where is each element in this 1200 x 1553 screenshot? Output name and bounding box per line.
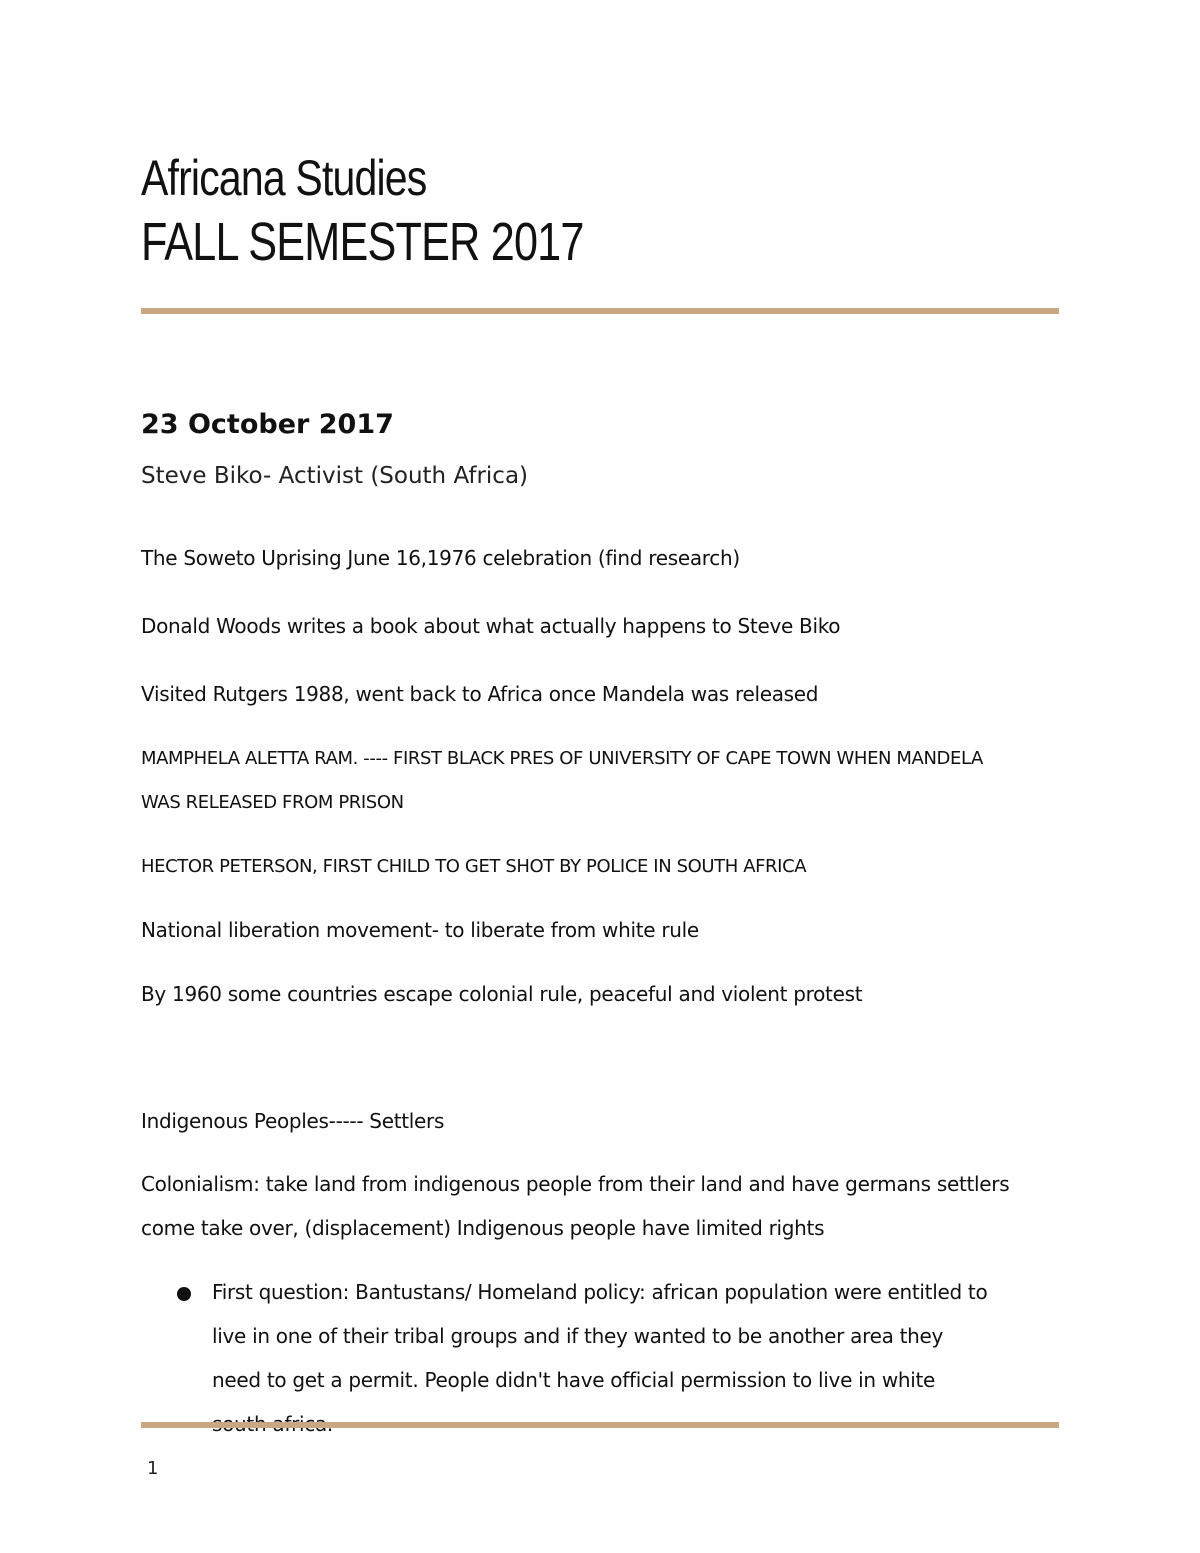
- list-item: [141, 1270, 992, 1446]
- semester-title: FALL SEMESTER 2017: [141, 212, 584, 272]
- paragraph-text: The Soweto Uprising June 16,1976 celebration (find research): [141, 546, 740, 570]
- paragraph-text: MAMPHELA ALETTA RAM. ---- FIRST BLACK PRES OF UNIVERSITY OF CAPE TOWN WHEN MANDELA WAS RELEASED FROM PRISON: [141, 748, 983, 813]
- paragraph-text: National liberation movement- to liberate from white rule: [141, 918, 699, 942]
- list-item-text: First question: Bantustans/ Homeland policy: african population were entitled to live in one of their tribal groups and if they wanted to be another area they need to get a permit. People didn't have official permission to live in white: [212, 1280, 988, 1392]
- paragraph-text: Donald Woods writes a book about what actually happens to Steve Biko: [141, 614, 841, 638]
- paragraph: [141, 672, 1059, 716]
- topic-subheading: Steve Biko- Activist (South Africa): [141, 463, 529, 489]
- paragraph: [141, 737, 1021, 825]
- section-header: [141, 400, 1059, 496]
- date-heading: 23 October 2017: [141, 409, 394, 440]
- paragraph: [141, 972, 1059, 1016]
- title-block: [141, 148, 694, 274]
- paragraph: [141, 908, 1059, 952]
- paragraph-text: Indigenous Peoples----- Settlers: [141, 1109, 445, 1133]
- paragraph-text: By 1960 some countries escape colonial rule, peaceful and violent protest: [141, 982, 863, 1006]
- paragraph: [141, 845, 1059, 889]
- bottom-divider: [141, 1422, 1059, 1428]
- paragraph-text: HECTOR PETERSON, FIRST CHILD TO GET SHOT BY POLICE IN SOUTH AFRICA: [141, 856, 807, 877]
- paragraph: [141, 604, 1059, 648]
- paragraph: [141, 536, 1059, 580]
- paragraph: [141, 1099, 1059, 1143]
- paragraph-text: Colonialism: take land from indigenous people from their land and have germans settlers come take over, (displacement) Indigenous people have limited rights: [141, 1172, 1010, 1240]
- paragraph: [141, 1162, 1041, 1250]
- bullet-icon: [177, 1287, 191, 1301]
- paragraph-text: Visited Rutgers 1988, went back to Africa once Mandela was released: [141, 682, 819, 706]
- bullet-list: [141, 1270, 1059, 1446]
- page-number: 1: [147, 1458, 159, 1479]
- course-title: Africana Studies: [141, 150, 427, 206]
- top-divider: [141, 308, 1059, 314]
